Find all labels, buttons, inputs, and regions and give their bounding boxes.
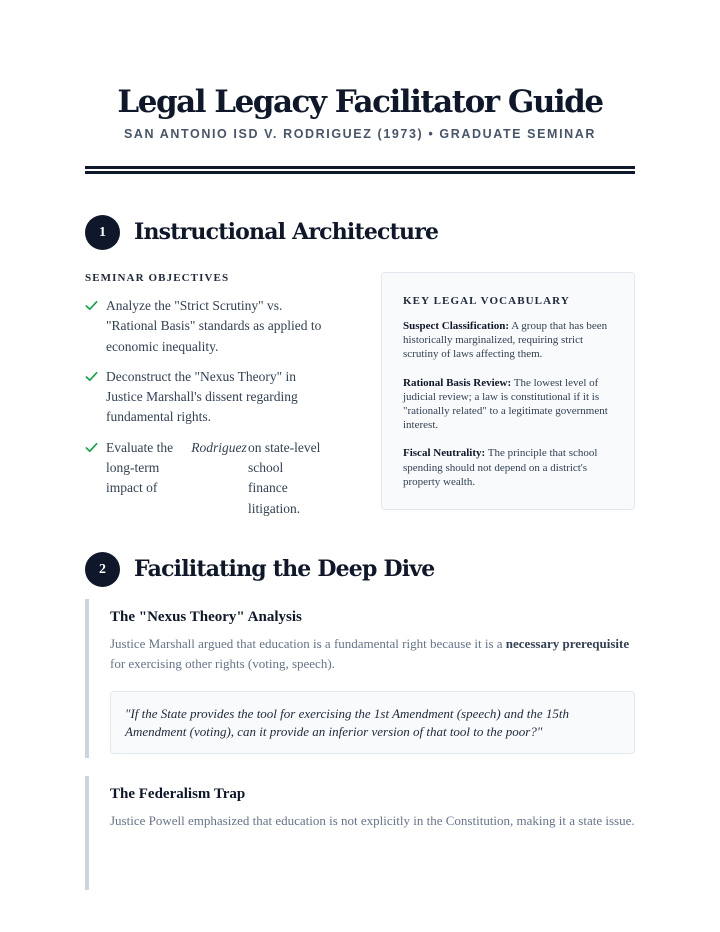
card-title: The "Nexus Theory" Analysis bbox=[110, 609, 302, 625]
card-body: Justice Marshall argued that education is a fundamental right because it is a necessary prerequisite for exercising other rights (voting, speech). bbox=[110, 636, 630, 671]
federalism-trap-card bbox=[85, 776, 635, 890]
objective-text: on state-level school finance litigation. bbox=[248, 439, 321, 516]
section-number-badge: 2 bbox=[85, 552, 120, 587]
vocabulary-term: Suspect Classification: bbox=[403, 320, 510, 332]
card-body: Justice Powell emphasized that education is not explicitly in the Constitution, making it a state issue. bbox=[110, 813, 635, 828]
page-subtitle: SAN ANTONIO ISD V. RODRIGUEZ (1973) • GRADUATE SEMINAR bbox=[123, 127, 597, 141]
page-title: Legal Legacy Facilitator Guide bbox=[117, 84, 603, 120]
section-number-badge: 1 bbox=[85, 215, 120, 250]
vocabulary-item bbox=[403, 376, 613, 433]
card-title: The Federalism Trap bbox=[110, 786, 246, 802]
header-divider-bottom bbox=[85, 171, 635, 174]
check-icon bbox=[85, 299, 98, 312]
vocabulary-item bbox=[403, 319, 613, 362]
objective-item bbox=[85, 367, 325, 428]
objective-text: Evaluate the long-term impact of bbox=[106, 439, 174, 496]
section-title: Instructional Architecture bbox=[134, 219, 439, 245]
objective-text: Deconstruct the "Nexus Theory" in Justice Marshall's dissent regarding fundamental rights. bbox=[106, 368, 298, 425]
vocabulary-term: Fiscal Neutrality: bbox=[403, 447, 486, 460]
check-icon bbox=[85, 441, 98, 454]
case-name-emphasis: Rodriguez bbox=[191, 439, 247, 455]
objective-text: Analyze the "Strict Scrutiny" vs. "Rational Basis" standards as applied to economic inequality. bbox=[106, 298, 322, 354]
vocabulary-term: Rational Basis Review: bbox=[403, 376, 512, 389]
objectives-list bbox=[85, 296, 325, 529]
objectives-heading: SEMINAR OBJECTIVES bbox=[85, 272, 230, 284]
objective-item bbox=[85, 296, 325, 357]
vocabulary-definition: A group that has been historically marginalized, requiring strict scrutiny of laws affecting them. bbox=[403, 320, 608, 361]
header-divider-top bbox=[85, 166, 635, 169]
vocabulary-item bbox=[403, 446, 613, 489]
objective-item bbox=[85, 438, 325, 519]
vocabulary-heading: KEY LEGAL VOCABULARY bbox=[403, 295, 570, 307]
check-icon bbox=[85, 370, 98, 383]
nexus-theory-card bbox=[85, 599, 635, 758]
vocabulary-definition: The lowest level of judicial review; a law is constitutional if it is "rationally related" to a legitimate government interest. bbox=[403, 376, 608, 432]
section-title: Facilitating the Deep Dive bbox=[134, 556, 435, 582]
vocabulary-definition: The principle that school spending should not depend on a district's property wealth. bbox=[403, 447, 598, 488]
discussion-quote: "If the State provides the tool for exercising the 1st Amendment (speech) and the 15th Amendment (voting), can it provide an inferior version of that tool to the poor?" bbox=[110, 691, 635, 754]
key-phrase: necessary prerequisite bbox=[505, 636, 630, 651]
vocabulary-panel bbox=[381, 272, 635, 510]
